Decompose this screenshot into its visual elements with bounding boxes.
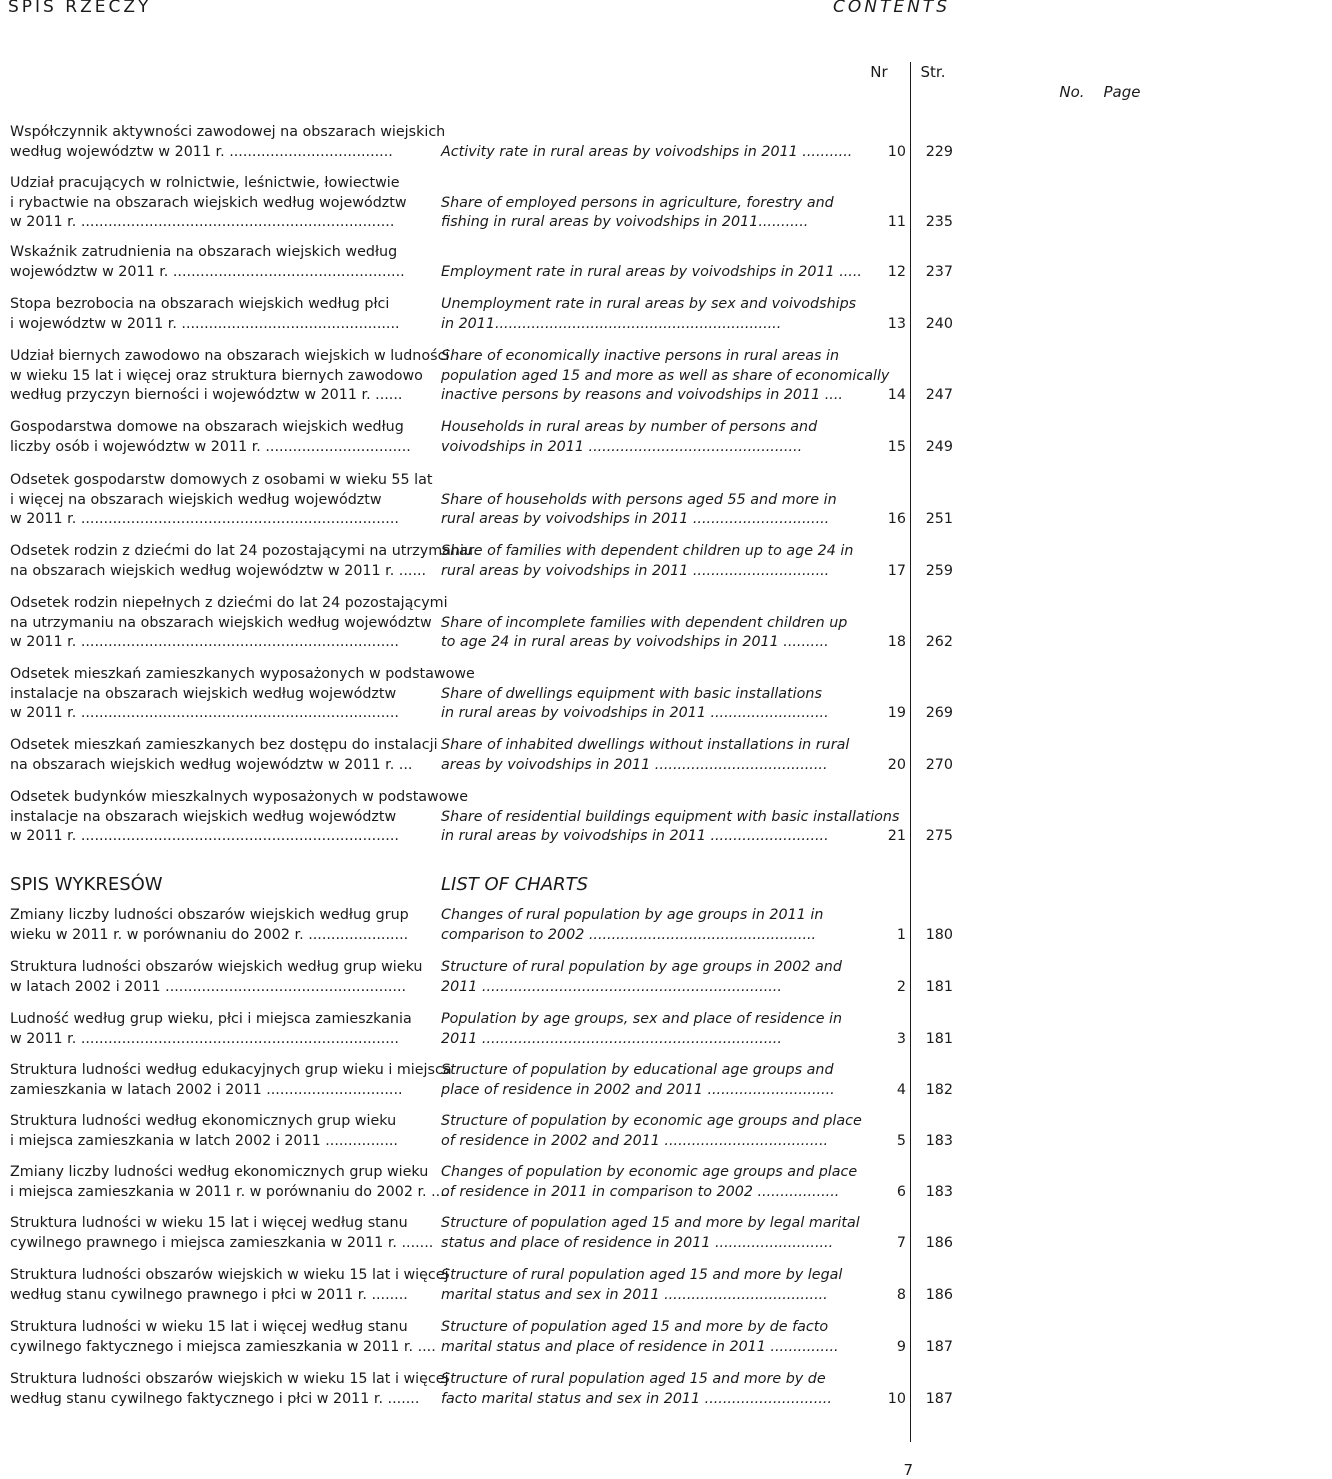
chart-title-pl-line: Struktura ludności według edukacyjnych grup wieku i miejsca [10,1062,452,1078]
table-title-en [441,263,861,283]
table-title-en [441,542,861,581]
chart-title-pl [10,1214,434,1253]
table-number: 19 [887,705,906,721]
chart-title-en-line: Population by age groups, sex and place of residence in [441,1011,843,1027]
chart-title-en-line: Structure of rural population aged 15 and more by legal [441,1267,843,1283]
chart-title-en-line: Structure of rural population aged 15 and more by de [441,1371,826,1387]
table-title-pl-line: w 2011 r. ...................................................................... [10,705,399,721]
chart-title-en [441,1214,861,1253]
table-title-en-line: rural areas by voivodships in 2011 .............................. [441,562,830,579]
table-title-pl-line: instalacje na obszarach wiejskich według województw [10,685,397,702]
chart-title-en-line: status and place of residence in 2011 .......................... [441,1234,834,1251]
table-title-en-line: fishing in rural areas by voivodships in 2011........... [441,214,809,230]
table-number: 11 [887,214,906,230]
chart-number: 7 [896,1234,906,1251]
table-title-pl-line: według województw w 2011 r. .................................... [10,143,393,160]
table-title-pl [10,243,430,282]
table-number: 12 [887,263,906,280]
table-title-pl-line: na obszarach wiejskich według województw w 2011 r. ... [10,756,413,773]
chart-title-en-line: Structure of rural population by age groups in 2002 and [441,959,842,975]
chart-title-pl-line: Struktura ludności obszarów wiejskich w wieku 15 lat i więcej [10,1371,449,1387]
table-title-pl [10,347,450,406]
chart-entry [0,1266,960,1305]
table-title-pl [10,665,475,724]
table-title-en [441,418,861,457]
chart-title-en [441,1010,861,1049]
table-title-pl-line: i więcej na obszarach wiejskich według województw [10,491,382,508]
chart-entry [0,1010,960,1049]
chart-number: 9 [896,1338,906,1355]
table-title-pl-line: liczby osób i województw w 2011 r. ................................ [10,438,411,455]
table-title-en [441,685,861,724]
chart-page-number: 182 [925,1081,953,1098]
chart-number: 6 [896,1183,906,1200]
chart-entry [0,1112,960,1151]
chart-title-pl-line: według stanu cywilnego prawnego i płci w 2011 r. ........ [10,1286,408,1303]
chart-title-en-line: Changes of rural population by age groups in 2011 in [441,907,824,923]
table-entry [0,123,960,162]
chart-page-number: 181 [925,1030,953,1047]
table-entry [0,347,960,406]
table-title-pl-line: Wskaźnik zatrudnienia na obszarach wiejskich według [10,244,398,260]
chart-title-pl [10,958,430,997]
table-title-en-line: in rural areas by voivodships in 2011 .......................... [441,828,829,844]
column-header-page-pl: Str. [920,63,946,81]
table-title-pl-line: Gospodarstwa domowe na obszarach wiejskich według [10,419,404,435]
table-title-pl [10,542,474,581]
chart-title-pl [10,1163,450,1202]
table-title-en-line: to age 24 in rural areas by voivodships in 2011 .......... [441,634,829,650]
chart-title-pl-line: Struktura ludności w wieku 15 lat i więcej według stanu [10,1319,408,1335]
chart-title-pl-line: i miejsca zamieszkania w 2011 r. w porównaniu do 2002 r. .... [10,1183,450,1200]
table-title-pl-line: i rybactwie na obszarach wiejskich według województw [10,194,407,211]
chart-title-pl-line: Ludność według grup wieku, płci i miejsca zamieszkania [10,1011,412,1027]
table-number: 20 [887,756,906,773]
chart-title-pl [10,906,430,945]
table-title-en-line: Share of residential buildings equipment with basic installations [441,808,900,825]
table-entry [0,174,960,233]
chart-number: 10 [887,1390,906,1407]
table-number: 10 [887,143,906,160]
chart-page-number: 183 [925,1132,953,1149]
chart-page-number: 187 [925,1390,953,1407]
table-title-en-line: Share of economically inactive persons in rural areas in [441,348,840,364]
table-title-pl-line: Odsetek budynków mieszkalnych wyposażonych w podstawowe [10,789,468,805]
table-title-pl-line: Udział biernych zawodowo na obszarach wiejskich w ludności [10,348,450,364]
table-title-pl [10,123,446,162]
chart-title-en [441,1318,861,1357]
header-title-en: CONTENTS [833,0,950,17]
table-entry [0,542,960,581]
chart-title-en-line: Changes of population by economic age groups and place [441,1164,858,1180]
table-title-pl-line: Udział pracujących w rolnictwie, leśnictwie, łowiectwie [10,175,400,191]
chart-entry [0,958,960,997]
chart-title-en-line: Structure of population by economic age groups and place [441,1113,862,1129]
chart-title-en [441,1266,861,1305]
table-title-pl-line: na obszarach wiejskich według województw w 2011 r. ...... [10,562,427,579]
chart-title-pl [10,1318,436,1357]
chart-number: 3 [896,1030,906,1047]
chart-title-en [441,906,861,945]
charts-section-title-pl: SPIS WYKRESÓW [10,874,163,895]
table-title-pl-line: według przyczyn bierności i województw w 2011 r. ...... [10,387,403,403]
table-title-pl [10,418,430,457]
table-page-number: 270 [925,756,953,773]
chart-title-en [441,1061,861,1100]
chart-title-en-line: Structure of population aged 15 and more by de facto [441,1319,829,1335]
chart-title-pl-line: i miejsca zamieszkania w latch 2002 i 2011 ................ [10,1132,398,1149]
chart-page-number: 181 [925,978,953,995]
table-title-pl [10,295,430,334]
chart-page-number: 183 [925,1183,953,1200]
table-number: 17 [887,562,906,579]
chart-title-en-line: facto marital status and sex in 2011 ............................ [441,1390,832,1407]
header-title-pl: SPIS RZECZY [8,0,152,17]
table-page-number: 262 [925,634,953,650]
table-title-pl-line: w 2011 r. ...................................................................... [10,634,399,650]
chart-title-en [441,958,861,997]
table-page-number: 275 [925,828,953,844]
table-title-en-line: population aged 15 and more as well as share of economically [441,367,890,384]
chart-title-en [441,1163,861,1202]
chart-title-pl-line: wieku w 2011 r. w porównaniu do 2002 r. ...................... [10,926,409,943]
chart-title-en-line: Structure of population by educational age groups and [441,1062,834,1078]
chart-title-en-line: 2011 .................................................................. [441,978,782,995]
table-title-en-line: Share of families with dependent children up to age 24 in [441,543,854,559]
table-title-en-line: Households in rural areas by number of persons and [441,419,818,435]
chart-page-number: 187 [925,1338,953,1355]
table-title-pl-line: Odsetek gospodarstw domowych z osobami w wieku 55 lat [10,472,433,488]
table-title-pl-line: Odsetek mieszkań zamieszkanych wyposażonych w podstawowe [10,666,475,682]
table-title-pl-line: na utrzymaniu na obszarach wiejskich według województw [10,614,432,631]
chart-title-pl-line: Struktura ludności obszarów wiejskich w wieku 15 lat i więcej [10,1267,449,1283]
chart-title-pl-line: Struktura ludności według ekonomicznych grup wieku [10,1113,397,1129]
table-title-en [441,614,861,653]
table-title-en [441,347,890,406]
table-entry [0,665,960,724]
column-header-page-en: Page [1103,83,1141,101]
table-title-pl-line: Stopa bezrobocia na obszarach wiejskich według płci [10,296,390,312]
chart-number: 1 [896,926,906,943]
table-title-pl-line: Odsetek rodzin z dziećmi do lat 24 pozostającymi na utrzymaniu [10,543,474,559]
table-entry [0,418,960,457]
table-title-pl [10,594,448,653]
chart-title-pl-line: w 2011 r. ...................................................................... [10,1030,399,1047]
chart-title-pl-line: w latach 2002 i 2011 ..................................................... [10,978,407,995]
table-page-number: 237 [925,263,953,280]
chart-title-en-line: of residence in 2002 and 2011 .................................... [441,1132,829,1149]
table-number: 15 [887,438,906,455]
table-title-pl-line: w 2011 r. ...................................................................... [10,828,399,844]
table-title-en-line: Share of employed persons in agriculture, forestry and [441,194,834,211]
table-title-en-line: Employment rate in rural areas by voivodships in 2011 ..... [441,263,862,280]
table-entry [0,471,960,530]
chart-title-pl-line: Zmiany liczby ludności obszarów wiejskich według grup [10,907,409,923]
chart-number: 4 [896,1081,906,1098]
table-number: 18 [887,634,906,650]
chart-title-en-line: 2011 .................................................................. [441,1030,782,1047]
table-page-number: 240 [925,315,953,332]
table-title-pl-line: Współczynnik aktywności zawodowej na obszarach wiejskich [10,124,446,140]
table-page-number: 229 [925,143,953,160]
table-number: 21 [887,828,906,844]
chart-title-pl-line: Struktura ludności w wieku 15 lat i więcej według stanu [10,1215,408,1231]
table-entry [0,736,960,775]
table-page-number: 247 [925,387,953,403]
table-title-pl-line: instalacje na obszarach wiejskich według województw [10,808,397,825]
table-title-en-line: rural areas by voivodships in 2011 .............................. [441,511,830,527]
chart-number: 5 [896,1132,906,1149]
page-number: 7 [903,1461,913,1479]
chart-title-en-line: Structure of population aged 15 and more by legal marital [441,1215,860,1231]
chart-title-pl [10,1061,452,1100]
table-title-en-line: inactive persons by reasons and voivodships in 2011 .... [441,387,843,403]
chart-number: 2 [896,978,906,995]
chart-title-en [441,1370,861,1409]
table-page-number: 259 [925,562,953,579]
table-title-en-line: voivodships in 2011 ............................................... [441,438,803,455]
table-title-en-line: Activity rate in rural areas by voivodships in 2011 ........... [441,143,853,160]
table-title-en-line: Share of households with persons aged 55 and more in [441,491,837,508]
chart-entry [0,1214,960,1253]
chart-page-number: 180 [925,926,953,943]
table-title-pl-line: w 2011 r. ..................................................................... [10,214,395,230]
chart-entry [0,1370,960,1409]
chart-title-en-line: marital status and sex in 2011 .................................... [441,1286,828,1303]
chart-entry [0,1163,960,1202]
chart-number: 8 [896,1286,906,1303]
chart-title-pl-line: Struktura ludności obszarów wiejskich według grup wieku [10,959,423,975]
table-title-en [441,295,861,334]
table-title-en [441,194,861,233]
table-title-en-line: Share of inhabited dwellings without installations in rural [441,737,850,753]
table-title-en [441,143,861,163]
chart-title-pl-line: cywilnego faktycznego i miejsca zamieszkania w 2011 r. .... [10,1338,436,1355]
table-entry [0,243,960,282]
table-number: 14 [887,387,906,403]
table-title-pl-line: Odsetek rodzin niepełnych z dziećmi do lat 24 pozostającymi [10,595,448,611]
table-entry [0,788,960,847]
chart-entry [0,1318,960,1357]
chart-title-en-line: marital status and place of residence in 2011 ............... [441,1338,839,1355]
table-title-en-line: in 2011............................................................... [441,315,782,332]
table-title-en-line: Unemployment rate in rural areas by sex and voivodships [441,296,857,312]
table-title-pl [10,788,468,847]
chart-title-pl-line: według stanu cywilnego faktycznego i płci w 2011 r. ....... [10,1390,420,1407]
table-entry [0,594,960,653]
chart-title-en-line: comparison to 2002 .................................................. [441,926,817,943]
table-title-en [441,736,861,775]
chart-title-pl [10,1112,430,1151]
chart-title-pl-line: cywilnego prawnego i miejsca zamieszkania w 2011 r. ....... [10,1234,434,1251]
chart-title-pl [10,1370,449,1409]
table-page-number: 251 [925,511,953,527]
table-title-pl-line: i województw w 2011 r. ................................................ [10,315,400,332]
table-title-en [441,491,861,530]
table-title-pl [10,174,430,233]
table-page-number: 249 [925,438,953,455]
table-title-pl-line: w wieku 15 lat i więcej oraz struktura biernych zawodowo [10,367,423,384]
table-page-number: 235 [925,214,953,230]
chart-title-en-line: place of residence in 2002 and 2011 ............................ [441,1081,835,1098]
chart-title-pl [10,1266,449,1305]
table-title-en-line: Share of incomplete families with dependent children up [441,614,848,631]
table-title-en-line: in rural areas by voivodships in 2011 .......................... [441,705,829,721]
table-entry [0,295,960,334]
chart-entry [0,1061,960,1100]
chart-title-pl [10,1010,430,1049]
chart-entry [0,906,960,945]
column-header-number-pl: Nr [870,63,888,81]
table-title-pl [10,471,433,530]
chart-title-pl-line: zamieszkania w latach 2002 i 2011 .............................. [10,1081,403,1098]
table-number: 13 [887,315,906,332]
table-title-en-line: areas by voivodships in 2011 ...................................... [441,756,828,773]
table-number: 16 [887,511,906,527]
chart-title-en-line: of residence in 2011 in comparison to 2002 .................. [441,1183,840,1200]
chart-page-number: 186 [925,1234,953,1251]
table-title-pl [10,736,438,775]
chart-page-number: 186 [925,1286,953,1303]
chart-title-pl-line: Zmiany liczby ludności według ekonomicznych grup wieku [10,1164,429,1180]
table-title-en-line: Share of dwellings equipment with basic installations [441,685,822,702]
table-title-pl-line: województw w 2011 r. ................................................... [10,263,405,280]
charts-section-title-en: LIST OF CHARTS [441,874,589,895]
chart-title-en [441,1112,861,1151]
table-title-pl-line: w 2011 r. ...................................................................... [10,511,399,527]
table-page-number: 269 [925,705,953,721]
table-title-pl-line: Odsetek mieszkań zamieszkanych bez dostępu do instalacji [10,737,438,753]
column-header-number-en: No. [1059,83,1085,101]
